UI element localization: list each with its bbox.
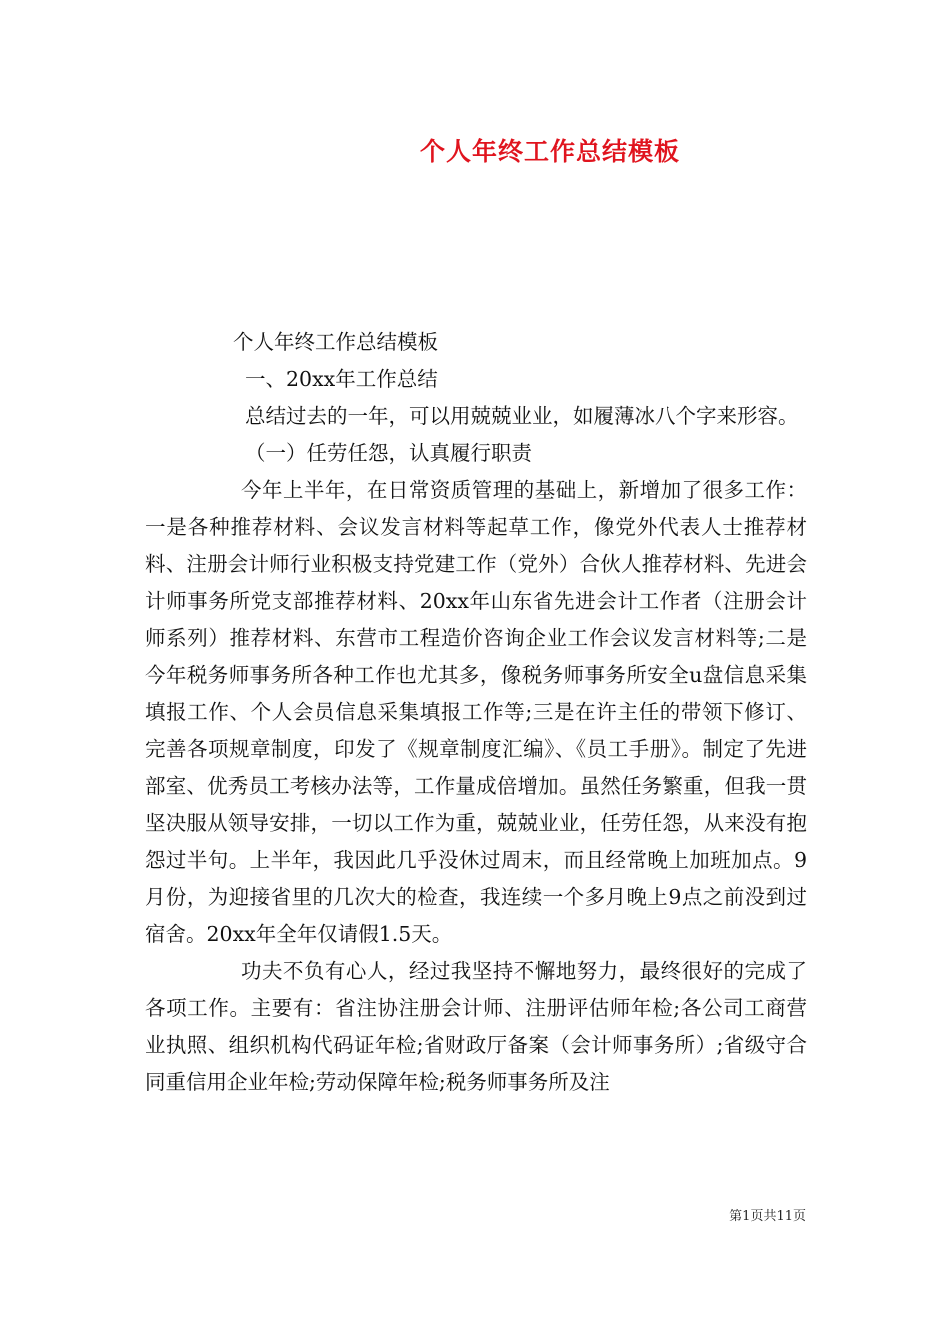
subsection-heading: （一）任劳任怨，认真履行职责 <box>245 441 532 465</box>
intro-paragraph: 总结过去的一年，可以用兢兢业业，如履薄冰八个字来形容。 <box>245 404 799 428</box>
section-heading: 一、20xx年工作总结 <box>245 367 438 391</box>
body-paragraph-2: 功夫不负有心人，经过我坚持不懈地努力，最终很好的完成了各项工作。主要有：省注协注册会计师、注册评估师年检;各公司工商营业执照、组织机构代码证年检;省财政厅备案（会计师事务所）;省级守合同重信用企业年检;劳动保障年检;税务师事务所及注 <box>145 959 807 1094</box>
document-title: 个人年终工作总结模板 <box>419 137 680 166</box>
body-paragraph-1: 今年上半年，在日常资质管理的基础上，新增加了很多工作：一是各种推荐材料、会议发言材料等起草工作，像党外代表人士推荐材料、注册会计师行业积极支持党建工作（党外）合伙人推荐材料、先进会计师事务所党支部推荐材料、20xx年山东省先进会计工作者（注册会计师系列）推荐材料、东营市工程造价咨询企业工作会议发言材料等;二是今年税务师事务所各种工作也尤其多，像税务师事务所安全u盘信息采集填报工作、个人会员信息采集填报工作等;三是在许主任的带领下修订、完善各项规章制度，印发了《规章制度汇编》、《员工手册》。制定了先进部室、优秀员工考核办法等，工作量成倍增加。虽然任务繁重，但我一贯坚决服从领导安排，一切以工作为重，兢兢业业，任劳任怨，从来没有抱怨过半句。上半年，我因此几乎没休过周末，而且经常晚上加班加点。9月份，为迎接省里的几次大的检查，我连续一个多月晚上9点之前没到过宿舍。20xx年全年仅请假1.5天。 <box>145 478 807 946</box>
document-body <box>145 324 807 1101</box>
page-number: 第1页共11页 <box>729 1209 806 1224</box>
document-subtitle: 个人年终工作总结模板 <box>233 330 438 354</box>
